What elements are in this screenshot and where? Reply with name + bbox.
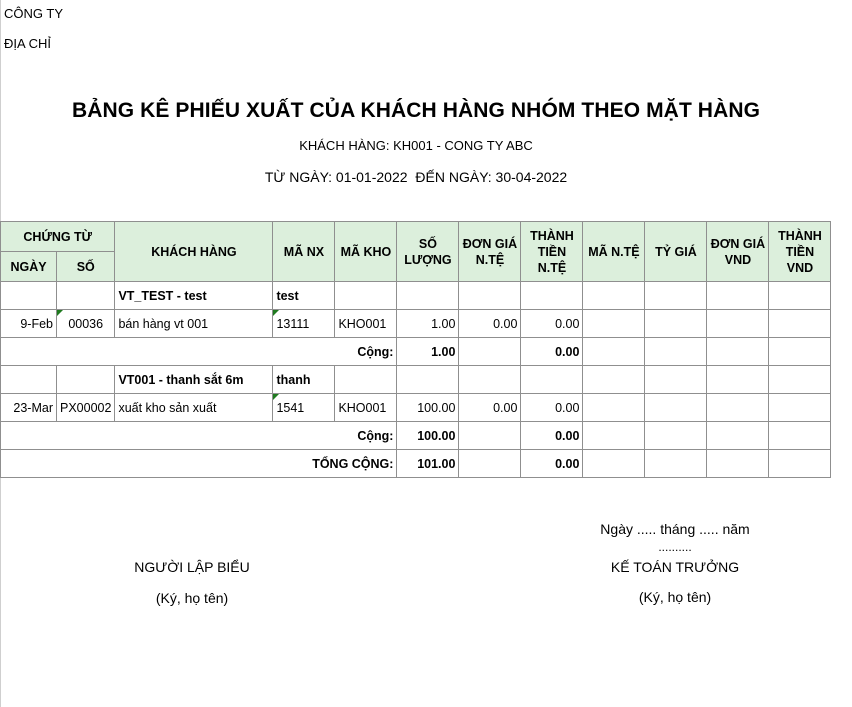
grand-total-qty: 101.00: [397, 450, 459, 478]
subtotal-amount: 0.00: [521, 338, 583, 366]
report-title: BẢNG KÊ PHIẾU XUẤT CỦA KHÁCH HÀNG NHÓM THEO MẶT HÀNG: [71, 99, 761, 122]
row-date: 9-Feb: [1, 310, 57, 338]
row-ma-nx: 1541: [273, 394, 335, 422]
header-khach-hang: KHÁCH HÀNG: [115, 222, 273, 282]
row-so-luong: 1.00: [397, 310, 459, 338]
row-number: 00036: [57, 310, 115, 338]
date-line: Ngày ..... tháng ..... năm: [600, 521, 750, 537]
header-so: SỐ: [57, 252, 115, 282]
group-header-row: [1, 366, 831, 394]
row-ma-kho: KHO001: [335, 394, 397, 422]
subtotal-label: Cộng:: [1, 422, 397, 450]
subtotal-row: [1, 422, 831, 450]
header-don-gia-nt: ĐƠN GIÁ N.TỆ: [459, 222, 521, 282]
accountant-title: KẾ TOÁN TRƯỞNG: [610, 559, 740, 575]
to-date: ĐẾN NGÀY: 30-04-2022: [415, 169, 568, 185]
group-header-row: [1, 282, 831, 310]
row-thanh-tien-nt: 0.00: [521, 310, 583, 338]
row-description: bán hàng vt 001: [115, 310, 273, 338]
subtotal-qty: 100.00: [397, 422, 459, 450]
table-row: [1, 394, 831, 422]
item-name: VT001 - thanh sắt 6m: [115, 366, 273, 394]
item-name: VT_TEST - test: [115, 282, 273, 310]
table-row: [1, 310, 831, 338]
subtotal-qty: 1.00: [397, 338, 459, 366]
item-unit: thanh: [273, 366, 335, 394]
row-date: 23-Mar: [1, 394, 57, 422]
header-ma-nx: MÃ NX: [273, 222, 335, 282]
header-thanh-tien-nt: THÀNH TIỀN N.TỆ: [521, 222, 583, 282]
header-ty-gia: TỶ GIÁ: [645, 222, 707, 282]
header-thanh-tien-vnd: THÀNH TIỀN VND: [769, 222, 831, 282]
company-label: CÔNG TY: [4, 6, 63, 21]
subtotal-label: Cộng:: [1, 338, 397, 366]
address-label: ĐỊA CHỈ: [4, 36, 51, 51]
subtotal-amount: 0.00: [521, 422, 583, 450]
header-chung-tu: CHỨNG TỪ: [1, 222, 115, 252]
header-ngay: NGÀY: [1, 252, 57, 282]
header-ma-kho: MÃ KHO: [335, 222, 397, 282]
preparer-note: (Ký, họ tên): [155, 590, 229, 606]
header-ma-nt: MÃ N.TỆ: [583, 222, 645, 282]
row-number: PX00002: [57, 394, 115, 422]
grand-total-label: TỔNG CỘNG:: [1, 450, 397, 478]
row-so-luong: 100.00: [397, 394, 459, 422]
date-dots: ..........: [658, 540, 692, 554]
from-date: TỪ NGÀY: 01-01-2022: [264, 169, 408, 185]
row-description: xuất kho sản xuất: [115, 394, 273, 422]
customer-line: KHÁCH HÀNG: KH001 - CONG TY ABC: [299, 138, 533, 153]
row-ma-kho: KHO001: [335, 310, 397, 338]
subtotal-row: [1, 338, 831, 366]
row-don-gia-nt: 0.00: [459, 394, 521, 422]
header-so-luong: SỐ LƯỢNG: [397, 222, 459, 282]
header-don-gia-vnd: ĐƠN GIÁ VND: [707, 222, 769, 282]
date-range: [0, 169, 832, 185]
preparer-title: NGƯỜI LẬP BIỂU: [134, 559, 250, 575]
item-unit: test: [273, 282, 335, 310]
row-thanh-tien-nt: 0.00: [521, 394, 583, 422]
accountant-note: (Ký, họ tên): [638, 589, 712, 605]
row-ma-nx: 13111: [273, 310, 335, 338]
grand-total-row: [1, 450, 831, 478]
report-table: [0, 221, 831, 478]
grand-total-amount: 0.00: [521, 450, 583, 478]
row-don-gia-nt: 0.00: [459, 310, 521, 338]
